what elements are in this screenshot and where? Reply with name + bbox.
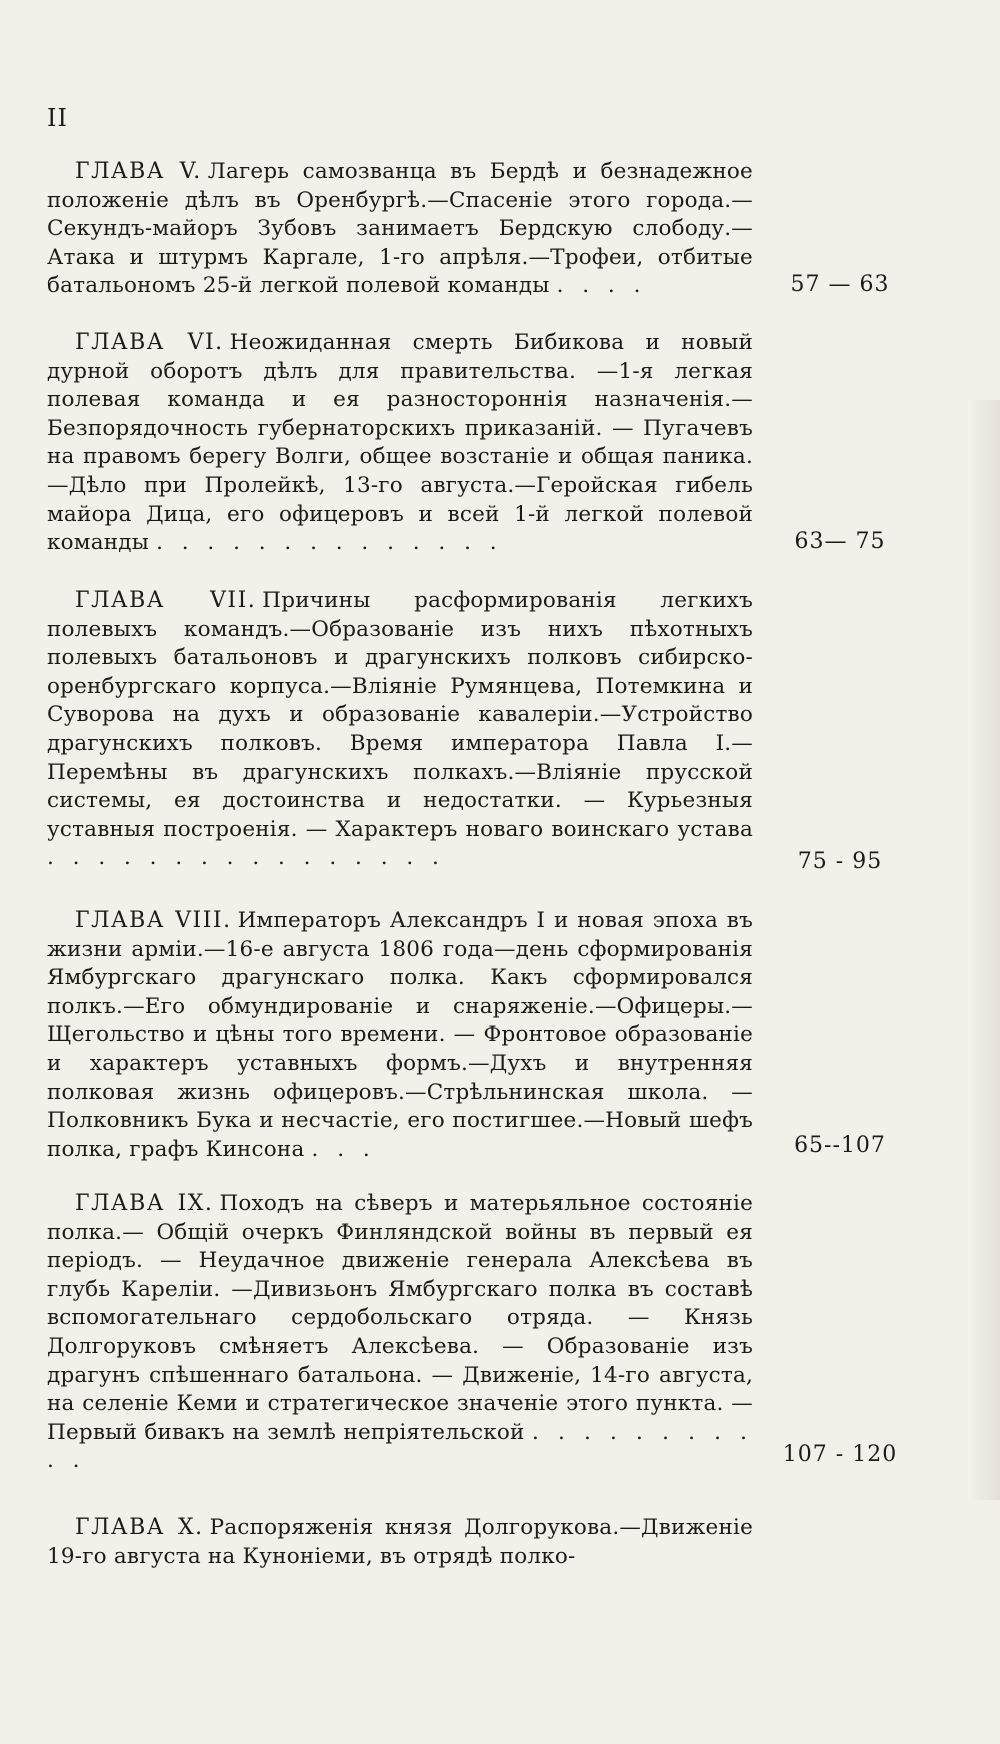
- chapter-5-leader-dots: . . . .: [556, 273, 647, 299]
- chapter-7-page-range: 75 - 95: [797, 849, 883, 874]
- chapter-8-summary: [47, 907, 753, 1164]
- toc-entry-chapter-6: [47, 329, 753, 558]
- chapter-8-page-range: 65--107: [794, 1133, 886, 1158]
- chapter-6-summary: [47, 329, 753, 558]
- chapter-7-leader-dots: . . . . . . . . . . . . . . . .: [47, 845, 445, 871]
- chapter-6-heading: ГЛАВА VI.: [75, 330, 224, 355]
- page-number: II: [47, 104, 68, 132]
- chapter-6-text: Неожиданная смерть Бибикова и новый дурной оборотъ дѣлъ для правительства. —1-я легкая полевая команда и ея разностороннія назначенія.—Безпорядочность губернаторскихъ приказаній. — Пугачевъ на правомъ берегу Волги, общее возстаніе и общая паника.—Дѣло при Пролейкѣ, 13-го августа.—Геройская гибель майора Дица, его офицеровъ и всей 1-й легкой полевой команды: [47, 330, 753, 556]
- page-edge-shadow: [970, 400, 1000, 1500]
- chapter-9-heading: ГЛАВА IX.: [75, 1191, 214, 1216]
- chapter-10-summary: [47, 1514, 753, 1571]
- chapter-8-heading: ГЛАВА VIII.: [75, 908, 232, 933]
- toc-entry-chapter-9: [47, 1190, 753, 1476]
- chapter-7-text: Причины расформированія легкихъ полевыхъ командъ.—Образованіе изъ нихъ пѣхотныхъ полевыхъ батальоновъ и драгунскихъ полковъ сибирско-оренбургскаго корпуса.—Вліяніе Румянцева, Потемкина и Суворова на духъ и образованіе кавалеріи.—Устройство драгунскихъ полковъ. Время императора Павла I.—Перемѣны въ драгунскихъ полкахъ.—Вліяніе прусской системы, ея достоинства и недостатки. — Курьезныя уставныя построенія. — Характеръ новаго воинскаго устава: [47, 588, 754, 842]
- chapter-8-text: Императоръ Александръ I и новая эпоха въ жизни арміи.—16-е августа 1806 года—день сформированія Ямбургскаго драгунскаго полка. Какъ сформировался полкъ.—Его обмундированіе и снаряженіе.—Офицеры.— Щегольство и цѣны того времени. — Фронтовое образованіе и характеръ уставныхъ формъ.—Духъ и внутренняя полковая жизнь офицеровъ.—Стрѣльнинская школа. —Полковникъ Бука и несчастіе, его постигшее.—Новый шефъ полка, графъ Кинсона: [47, 908, 753, 1162]
- chapter-5-heading: ГЛАВА V.: [75, 159, 202, 184]
- chapter-9-text: Походъ на сѣверъ и матерьяльное состояніе полка.— Общій очеркъ Финляндской войны въ первый ея періодъ. — Неудачное движеніе генерала Алексѣева въ глубь Кареліи. —Дивизьонъ Ямбургскаго полка въ составѣ вспомогательнаго сердобольскаго отряда. — Князь Долгоруковъ смѣняетъ Алексѣева. — Образованіе изъ драгунъ спѣшеннаго батальона. — Движеніе, 14-го августа, на селеніе Кеми и стратегическое значеніе этого пункта. — Первый бивакъ на землѣ непріятельской: [47, 1191, 753, 1445]
- chapter-10-heading: ГЛАВА X.: [75, 1515, 204, 1540]
- chapter-6-leader-dots: . . . . . . . . . . . . . .: [156, 530, 503, 556]
- chapter-10-text: Распоряженія князя Долгорукова.—Движеніе 19-го августа на Куноніеми, въ отрядѣ полко-: [47, 1515, 753, 1569]
- chapter-7-heading: ГЛАВА VII.: [75, 588, 257, 613]
- chapter-5-summary: [47, 158, 753, 301]
- chapter-8-leader-dots: . . .: [311, 1136, 376, 1162]
- toc-entry-chapter-7: [47, 587, 753, 873]
- chapter-9-page-range: 107 - 120: [782, 1442, 898, 1467]
- chapter-6-page-range: 63— 75: [794, 529, 886, 554]
- chapter-9-summary: [47, 1190, 753, 1476]
- toc-entry-chapter-8: [47, 907, 753, 1164]
- chapter-9-leader-dots: . . . . . . . . . . .: [47, 1419, 753, 1474]
- chapter-5-page-range: 57 — 63: [790, 272, 890, 297]
- toc-entry-chapter-10: [47, 1514, 753, 1571]
- toc-entry-chapter-5: [47, 158, 753, 301]
- chapter-5-text: Лагерь самозванца въ Бердѣ и безнадежное положеніе дѣлъ въ Оренбургѣ.—Спасеніе этого города.—Секундъ-майоръ Зубовъ занимаетъ Бердскую слободу.—Атака и штурмъ Каргале, 1-го апрѣля.—Трофеи, отбитые батальономъ 25-й легкой полевой команды: [47, 159, 753, 299]
- chapter-7-summary: [47, 587, 753, 873]
